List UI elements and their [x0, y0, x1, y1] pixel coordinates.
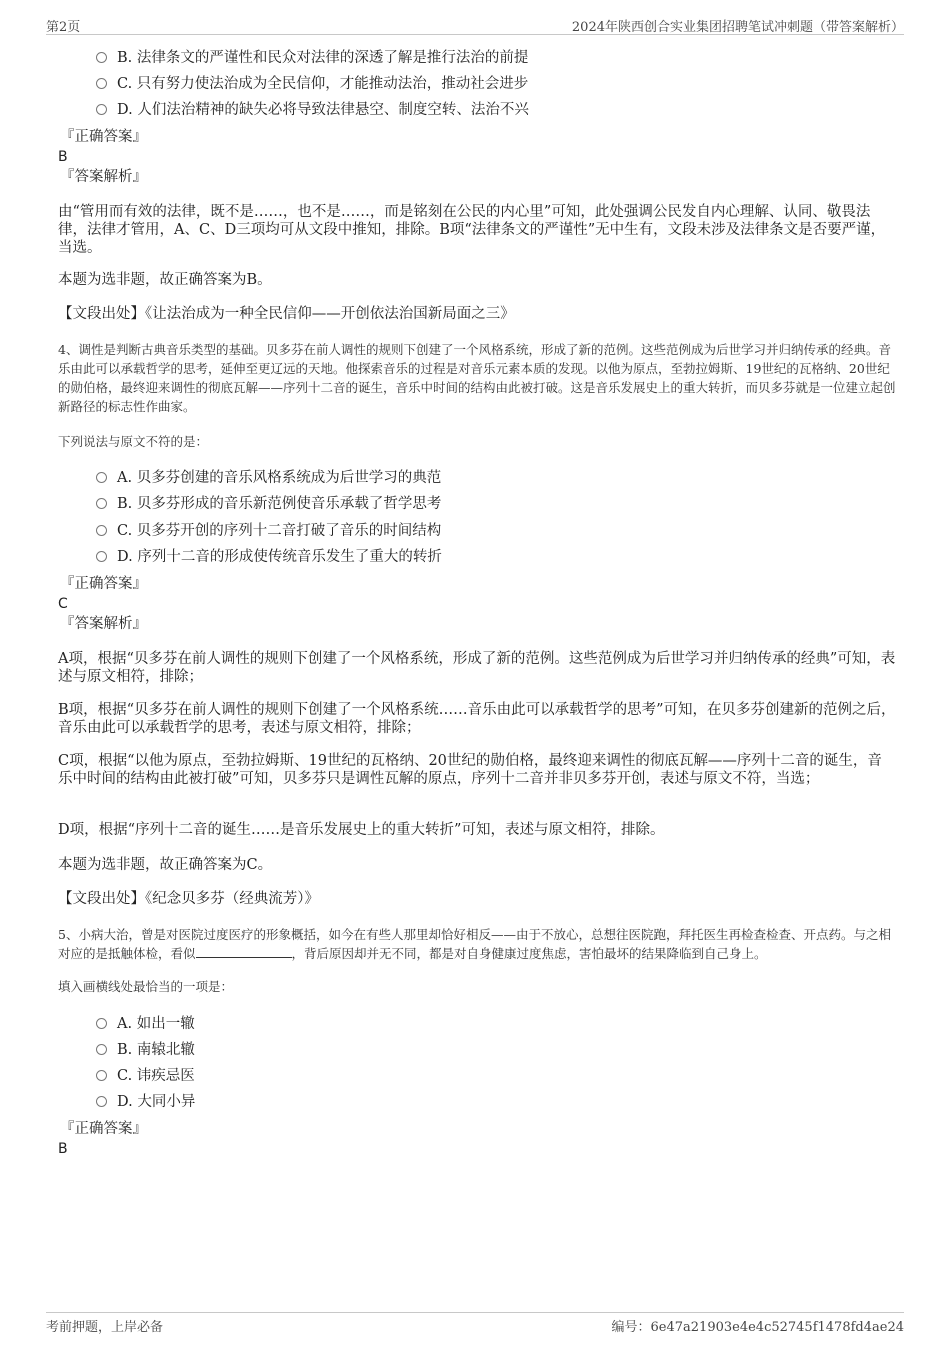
document-title: 2024年陕西创合实业集团招聘笔试冲刺题（带答案解析）: [571, 20, 904, 35]
radio-icon[interactable]: [96, 52, 107, 63]
radio-icon[interactable]: [96, 1044, 107, 1055]
page-header: [46, 14, 904, 35]
footer-slogan: 考前押题，上岸必备: [46, 1320, 164, 1335]
q3-analysis-label: 『答案解析』: [60, 169, 147, 185]
q4-answer-label: 『正确答案』: [60, 576, 147, 592]
q5-option-c[interactable]: C. 讳疾忌医: [96, 1067, 195, 1085]
q4-option-d[interactable]: D. 序列十二音的形成使传统音乐发生了重大的转折: [96, 548, 442, 566]
radio-icon[interactable]: [96, 78, 107, 89]
q4-option-b[interactable]: B. 贝多芬形成的音乐新范例使音乐承载了哲学思考: [96, 495, 441, 513]
radio-icon[interactable]: [96, 1018, 107, 1029]
q5-prompt: 填入画横线处最恰当的一项是：: [58, 979, 234, 994]
q3-option-d[interactable]: D. 人们法治精神的缺失必将导致法律悬空、制度空转、法治不兴: [96, 101, 529, 119]
q4-analysis-b: B项，根据“贝多芬在前人调性的规则下创建了一个风格系统……音乐由此可以承载哲学的思考”可知，在贝多芬创建新的范例之后，音乐由此可以承载哲学的思考，表述与原文相符，排除；: [58, 702, 896, 736]
q4-analysis-a: A项，根据“贝多芬在前人调性的规则下创建了一个风格系统，形成了新的范例。这些范例成为后世学习并归纳传承的经典”可知，表述与原文相符，排除；: [58, 651, 896, 685]
q4-option-c[interactable]: C. 贝多芬开创的序列十二音打破了音乐的时间结构: [96, 522, 441, 540]
q5-option-d[interactable]: D. 大同小异: [96, 1093, 195, 1111]
q3-option-b[interactable]: B. 法律条文的严谨性和民众对法律的深透了解是推行法治的前提: [96, 49, 528, 67]
page-footer: [46, 1312, 904, 1337]
radio-icon[interactable]: [96, 525, 107, 536]
q4-answer-value: C: [58, 596, 68, 612]
q5-answer-value: B: [58, 1141, 68, 1157]
q5-option-a[interactable]: A. 如出一辙: [96, 1015, 195, 1033]
q4-analysis-c: C项，根据“以他为原点，至勃拉姆斯、19世纪的瓦格纳、20世纪的勋伯格，最终迎来调性的彻底瓦解——序列十二音的诞生，音乐中时间的结构由此被打破”可知，贝多芬只是调性瓦解的原点，序列十二音并非贝多芬开创，表述与原文不符，当选；: [58, 753, 882, 787]
radio-icon[interactable]: [96, 472, 107, 483]
radio-icon[interactable]: [96, 551, 107, 562]
radio-icon[interactable]: [96, 1096, 107, 1107]
radio-icon[interactable]: [96, 104, 107, 115]
q5-option-b[interactable]: B. 南辕北辙: [96, 1041, 195, 1059]
q3-answer-value: B: [58, 149, 68, 165]
q5-stem: 5、小病大治，曾是对医院过度医疗的形象概括，如今在有些人那里却恰好相反——由于不放心，总想往医院跑，拜托医生再检查检查、开点药。与之相对应的是抵触体检，看似 ，背后原因却并无不同，都是对自身健康过度焦虑，害怕最坏的结果降临到自己身上。: [58, 927, 891, 961]
q5-answer-label: 『正确答案』: [60, 1121, 147, 1137]
q3-source: 【文段出处】《让法治成为一种全民信仰——开创依法治国新局面之三》: [58, 306, 515, 322]
fill-blank: [196, 945, 292, 958]
q3-analysis-text: 由“管用而有效的法律，既不是……，也不是……，而是铭刻在公民的内心里”可知，此处强调公民发自内心理解、认同、敬畏法律，法律才管用，A、C、D三项均可从文段中推知，排除。B项“法律条文的严谨性”无中生有，文段未涉及法律条文是否要严谨，当选。: [58, 204, 886, 256]
q4-stem: 4、调性是判断古典音乐类型的基础。贝多芬在前人调性的规则下创建了一个风格系统，形成了新的范例。这些范例成为后世学习并归纳传承的经典。音乐由此可以承载哲学的思考，延伸至更辽远的天地。他探索音乐的过程是对音乐元素本质的发现。以他为原点，至勃拉姆斯、19世纪的瓦格纳、20世纪的勋伯格，最终迎来调性的彻底瓦解——序列十二音的诞生，音乐中时间的结构由此被打破。这是音乐发展史上的重大转折，而贝多芬就是一位建立起创新路径的标志性作曲家。: [58, 342, 896, 414]
radio-icon[interactable]: [96, 1070, 107, 1081]
document-code: 编号：6e47a21903e4e4c52745f1478fd4ae24: [611, 1320, 904, 1335]
radio-icon[interactable]: [96, 498, 107, 509]
q4-source: 【文段出处】《纪念贝多芬（经典流芳）》: [58, 891, 319, 907]
q3-answer-label: 『正确答案』: [60, 129, 147, 145]
q3-conclusion: 本题为选非题，故正确答案为B。: [58, 272, 272, 288]
q4-prompt: 下列说法与原文不符的是：: [58, 434, 209, 449]
q4-analysis-d: D项，根据“序列十二音的诞生……是音乐发展史上的重大转折”可知，表述与原文相符，排除。: [58, 822, 665, 838]
q3-option-c[interactable]: C. 只有努力使法治成为全民信仰，才能推动法治，推动社会进步: [96, 75, 528, 93]
q4-analysis-label: 『答案解析』: [60, 616, 147, 632]
q4-option-a[interactable]: A. 贝多芬创建的音乐风格系统成为后世学习的典范: [96, 469, 441, 487]
page-number: 第2页: [46, 20, 81, 35]
q4-conclusion: 本题为选非题，故正确答案为C。: [58, 857, 273, 873]
